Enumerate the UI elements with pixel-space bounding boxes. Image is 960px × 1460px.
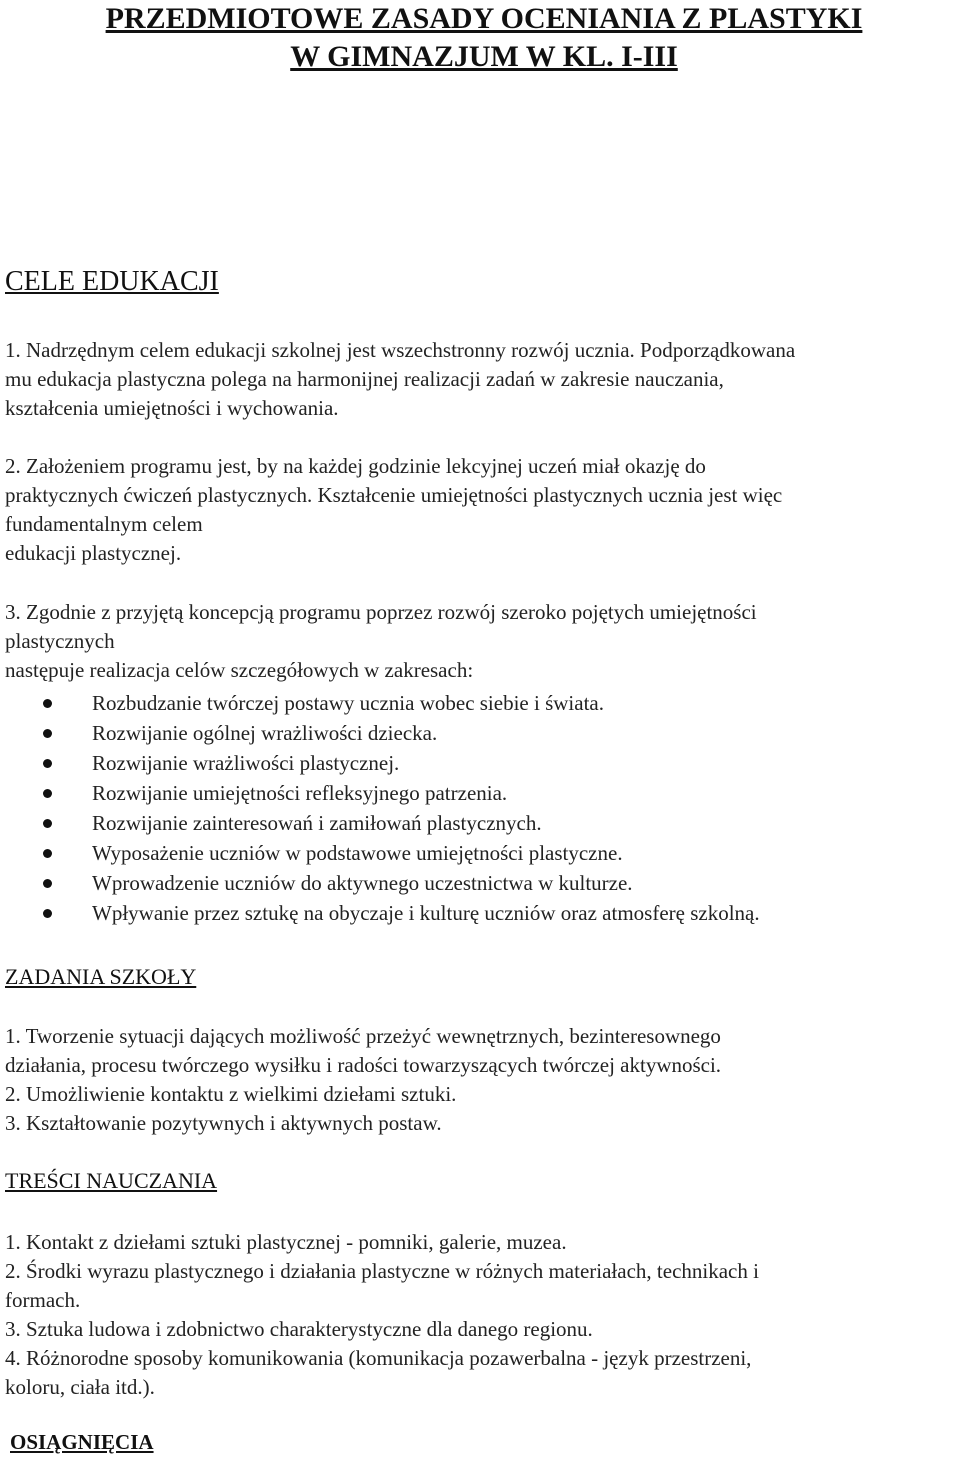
bullet-item: Wpływanie przez sztukę na obyczaje i kulturę uczniów oraz atmosferę szkolną.: [0, 898, 760, 928]
bullet-item: Rozbudzanie twórczej postawy ucznia wobec siebie i świata.: [0, 688, 760, 718]
zadania-list: [5, 1022, 955, 1138]
list-item: 4. Różnorodne sposoby komunikowania (komunikacja pozawerbalna - język przestrzeni,: [5, 1346, 752, 1370]
cele-bullet-list: [0, 688, 760, 928]
bullet-dot-icon: [43, 759, 52, 768]
title-line-1: PRZEDMIOTOWE ZASADY OCENIANIA Z PLASTYKI: [105, 2, 863, 35]
text-line: fundamentalnym celem: [5, 512, 203, 536]
bullet-item: Rozwijanie umiejętności refleksyjnego patrzenia.: [0, 778, 760, 808]
heading-zadania-szkoly: ZADANIA SZKOŁY: [5, 964, 197, 989]
paragraph-cel-3: [5, 598, 955, 685]
bullet-item: Wprowadzenie uczniów do aktywnego uczestnictwa w kulturze.: [0, 868, 760, 898]
paragraph-cel-1: [5, 336, 955, 423]
text-line: kształcenia umiejętności i wychowania.: [5, 396, 339, 420]
tresci-list: [5, 1228, 955, 1402]
bullet-item: Rozwijanie ogólnej wrażliwości dziecka.: [0, 718, 760, 748]
text-line: następuje realizacja celów szczegółowych w zakresach:: [5, 658, 474, 682]
list-item: 1. Tworzenie sytuacji dających możliwość przeżyć wewnętrznych, bezinteresownego: [5, 1024, 721, 1048]
text-line: edukacji plastycznej.: [5, 541, 182, 565]
heading-osiagniecia: OSIĄGNIĘCIA: [10, 1430, 154, 1454]
text-line: 2. Założeniem programu jest, by na każdej godzinie lekcyjnej uczeń miał okazję do: [5, 454, 706, 478]
bullet-dot-icon: [43, 879, 52, 888]
list-item: 3. Sztuka ludowa i zdobnictwo charakterystyczne dla danego regionu.: [5, 1317, 593, 1341]
heading-tresci-nauczania: TREŚCI NAUCZANIA: [5, 1168, 218, 1193]
title-line-2: W GIMNAZJUM W KL. I-III: [290, 40, 678, 73]
bullet-dot-icon: [43, 819, 52, 828]
list-item: 2. Umożliwienie kontaktu z wielkimi dziełami sztuki.: [5, 1082, 457, 1106]
bullet-dot-icon: [43, 789, 52, 798]
text-line: plastycznych: [5, 629, 115, 653]
list-item: formach.: [5, 1288, 81, 1312]
bullet-item: Wyposażenie uczniów w podstawowe umiejętności plastyczne.: [0, 838, 760, 868]
document-title: [0, 0, 960, 76]
bullet-item: Rozwijanie zainteresowań i zamiłowań plastycznych.: [0, 808, 760, 838]
text-line: 1. Nadrzędnym celem edukacji szkolnej jest wszechstronny rozwój ucznia. Podporządkowana: [5, 338, 796, 362]
text-line: praktycznych ćwiczeń plastycznych. Kształcenie umiejętności plastycznych ucznia jest więc: [5, 483, 783, 507]
bullet-item: Rozwijanie wrażliwości plastycznej.: [0, 748, 760, 778]
list-item: koloru, ciała itd.).: [5, 1375, 155, 1399]
paragraph-cel-2: [5, 452, 955, 568]
list-item: 3. Kształtowanie pozytywnych i aktywnych postaw.: [5, 1111, 442, 1135]
bullet-dot-icon: [43, 729, 52, 738]
bullet-dot-icon: [43, 909, 52, 918]
bullet-dot-icon: [43, 699, 52, 708]
bullet-dot-icon: [43, 849, 52, 858]
text-line: 3. Zgodnie z przyjętą koncepcją programu poprzez rozwój szeroko pojętych umiejętności: [5, 600, 757, 624]
list-item: 1. Kontakt z dziełami sztuki plastycznej - pomniki, galerie, muzea.: [5, 1230, 567, 1254]
list-item: 2. Środki wyrazu plastycznego i działania plastyczne w różnych materiałach, technikach i: [5, 1259, 759, 1283]
text-line: mu edukacja plastyczna polega na harmonijnej realizacji zadań w zakresie nauczania,: [5, 367, 724, 391]
list-item: działania, procesu twórczego wysiłku i radości towarzyszących twórczej aktywności.: [5, 1053, 722, 1077]
heading-cele-edukacji: CELE EDUKACJI: [5, 266, 219, 297]
